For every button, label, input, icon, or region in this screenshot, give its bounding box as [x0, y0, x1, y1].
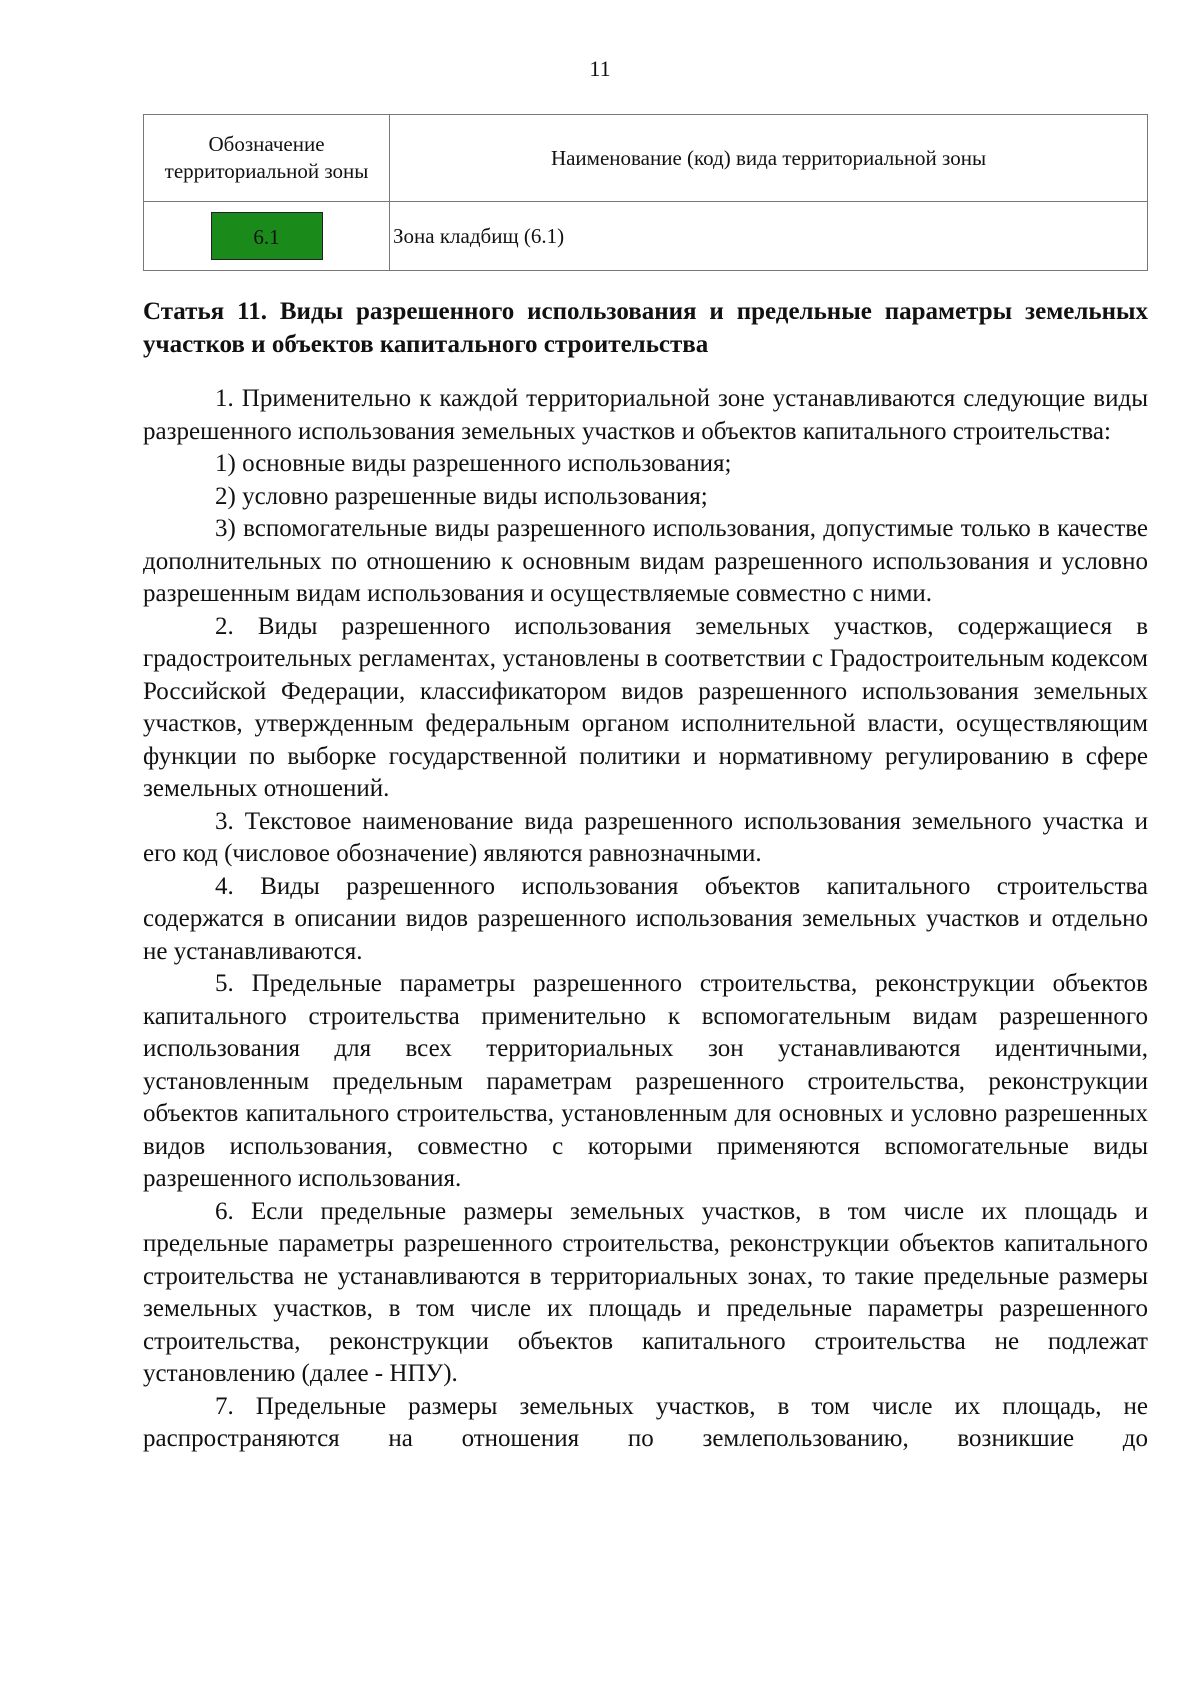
paragraph-6: 6. Если предельные размеры земельных участков, в том числе их площадь и предельные параметры разрешенного строительства, реконструкции объектов капитального строительства не устанавливаются в территориальных зонах, то такие предельные размеры земельных участков, в том числе их площадь и предельные параметры разрешенного строительства, реконструкции объектов капитального строительства не подлежат установлению (далее - НПУ).	[143, 1197, 1148, 1387]
article-body	[143, 383, 1148, 1456]
article-heading: Статья 11. Виды разрешенного использования и предельные параметры земельных участков и объектов капитального строительства	[143, 298, 1148, 358]
paragraph-4: 4. Виды разрешенного использования объектов капитального строительства содержатся в описании видов разрешенного использования земельных участков и отдельно не устанавливаются.	[143, 872, 1148, 965]
zone-code-cell	[144, 202, 390, 271]
list-item-2: 2) условно разрешенные виды использования;	[215, 482, 708, 510]
paragraph-1: 1. Применительно к каждой территориальной зоне устанавливаются следующие виды разрешенного использования земельных участков и объектов капитального строительства:	[143, 385, 1148, 445]
zone-code-badge: 6.1	[211, 212, 323, 260]
column-header-zone-code: Обозначение территориальной зоны	[144, 115, 390, 202]
list-item-3: 3) вспомогательные виды разрешенного использования, допустимые только в качестве дополнительных по отношению к основным видам разрешенного использования и условно разрешенным видам использования и осуществляемые совместно с ними.	[143, 515, 1148, 607]
paragraph-5: 5. Предельные параметры разрешенного строительства, реконструкции объектов капитального строительства применительно к вспомогательным видам разрешенного использования для всех территориальных зон устанавливаются идентичными, установленным предельным параметрам разрешенного строительства, реконструкции объектов капитального строительства, установленным для основных и условно разрешенных видов использования, совместно с которыми применяются вспомогательные виды разрешенного использования.	[143, 970, 1148, 1192]
paragraph-2: 2. Виды разрешенного использования земельных участков, содержащиеся в градостроительных регламентах, установлены в соответствии с Градостроительным кодексом Российской Федерации, классификатором видов разрешенного использования земельных участков, утвержденным федеральным органом исполнительной власти, осуществляющим функции по выборке государственной политики и нормативному регулированию в сфере земельных отношений.	[143, 612, 1148, 802]
paragraph-7: 7. Предельные размеры земельных участков, в том числе их площадь, не распространяются на отношения по землепользованию, возникшие до	[143, 1392, 1148, 1452]
paragraph-3: 3. Текстовое наименование вида разрешенного использования земельного участка и его код (числовое обозначение) являются равнозначными.	[143, 807, 1148, 867]
territorial-zones-table	[143, 114, 1148, 271]
column-header-zone-name: Наименование (код) вида территориальной зоны	[390, 115, 1148, 202]
table-row	[144, 202, 1148, 271]
zone-name-cell: Зона кладбищ (6.1)	[390, 202, 1148, 271]
page-number: 11	[589, 56, 611, 81]
list-item-1: 1) основные виды разрешенного использования;	[215, 450, 732, 477]
table-header-row	[144, 115, 1148, 202]
